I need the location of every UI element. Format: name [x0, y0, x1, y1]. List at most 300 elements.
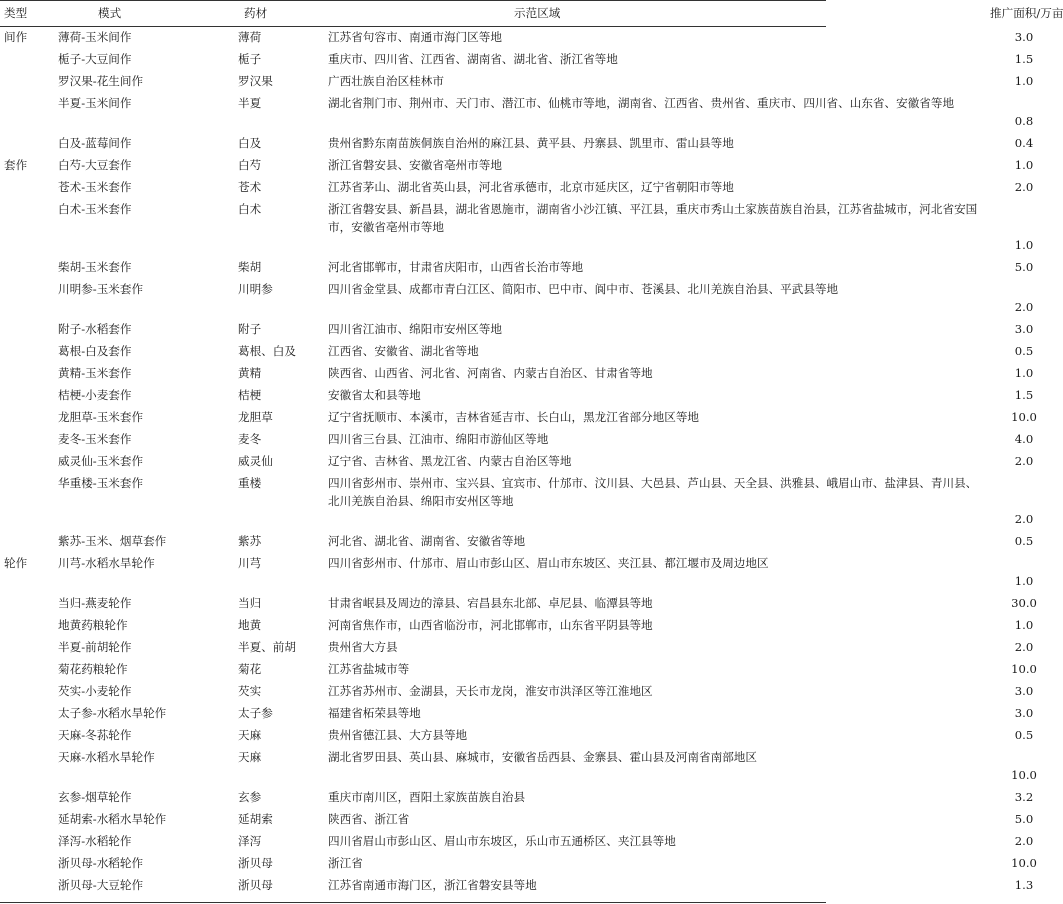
cell-herb-text: 重楼: [238, 476, 262, 490]
table-row: [0, 680, 1058, 702]
cell-region-text: 河北省邯郸市，甘肃省庆阳市，山西省长治市等地: [328, 260, 584, 274]
cell-type-text: [4, 746, 54, 748]
cell-area-text: 2.0: [1014, 834, 1034, 848]
cell-mode: [54, 724, 234, 746]
cell-herb-text: 白及: [238, 136, 262, 150]
cell-region-text: 浙江省磐安县、安徽省亳州市等地: [328, 158, 502, 172]
header-region: 示范区域: [514, 6, 561, 20]
cell-area-text: 1.0: [1014, 74, 1034, 88]
cell-herb: [234, 702, 324, 724]
table-row: [0, 132, 1058, 154]
cell-type-text: [4, 198, 54, 200]
cell-mode-text: 玄参-烟草轮作: [58, 790, 132, 804]
cell-mode-text: 罗汉果-花生间作: [58, 74, 144, 88]
cell-region-text: 重庆市南川区，酉阳土家族苗族自治县: [328, 790, 526, 804]
cell-herb: [234, 450, 324, 472]
cell-herb-text: 芡实: [238, 684, 262, 698]
cell-region-text: 江苏省苏州市、金湖县，天长市龙岗，淮安市洪泽区等江淮地区: [328, 684, 653, 698]
table-row: [0, 852, 1058, 874]
cell-mode: [54, 278, 234, 318]
cell-mode: [54, 450, 234, 472]
cell-mode: [54, 636, 234, 658]
cell-region: [324, 746, 990, 786]
cell-region: [324, 808, 990, 830]
cell-mode-text: 薄荷-玉米间作: [58, 30, 132, 44]
cell-herb-text: 太子参: [238, 706, 273, 720]
cell-region: [324, 658, 990, 680]
table-row: [0, 450, 1058, 472]
cell-herb-text: 龙胆草: [238, 410, 273, 424]
cell-type: [0, 92, 54, 132]
cell-type: [0, 384, 54, 406]
cell-area: [990, 340, 1058, 362]
cell-area-text: 5.0: [1014, 812, 1034, 826]
cell-type-text: [4, 362, 54, 364]
cell-mode: [54, 680, 234, 702]
table-row: [0, 530, 1058, 552]
cell-area: [990, 92, 1058, 132]
cell-area-text: 5.0: [1014, 260, 1034, 274]
cell-type-text: [4, 852, 54, 854]
cell-mode-text: 川明参-玉米套作: [58, 282, 144, 296]
cell-region: [324, 48, 990, 70]
cell-herb: [234, 318, 324, 340]
cell-mode-text: 桔梗-小麦套作: [58, 388, 132, 402]
cell-type: [0, 176, 54, 198]
cell-area: [990, 552, 1058, 592]
cell-herb: [234, 428, 324, 450]
cell-type: [0, 530, 54, 552]
table-header-row: [0, 0, 1058, 26]
cell-region: [324, 614, 990, 636]
cell-area-text: 3.0: [1014, 30, 1034, 44]
cell-mode: [54, 132, 234, 154]
cell-area-text: 1.3: [1014, 878, 1034, 892]
table-row: [0, 874, 1058, 896]
cell-type: [0, 636, 54, 658]
cell-region: [324, 702, 990, 724]
cell-herb: [234, 746, 324, 786]
cell-area-text: 0.8: [1014, 114, 1034, 128]
cell-herb: [234, 680, 324, 702]
cell-type: [0, 428, 54, 450]
table-row: [0, 176, 1058, 198]
cell-type-text: [4, 680, 54, 682]
cell-area: [990, 362, 1058, 384]
cell-area: [990, 874, 1058, 896]
cell-type: [0, 132, 54, 154]
cell-herb: [234, 552, 324, 592]
cell-area-text: 1.0: [1014, 158, 1034, 172]
cell-area: [990, 746, 1058, 786]
cell-herb-text: 葛根、白及: [238, 344, 296, 358]
table-row: [0, 636, 1058, 658]
bottom-rule: [0, 902, 826, 903]
cell-type: [0, 614, 54, 636]
cell-region: [324, 450, 990, 472]
table-row: [0, 552, 1058, 592]
cell-region-text: 江西省、安徽省、湖北省等地: [328, 344, 479, 358]
cell-mode: [54, 92, 234, 132]
cell-area: [990, 680, 1058, 702]
table-row: [0, 384, 1058, 406]
cell-type-text: [4, 176, 54, 178]
cell-type-text: [4, 384, 54, 386]
cell-herb: [234, 874, 324, 896]
cell-mode-text: 延胡索-水稻水旱轮作: [58, 812, 167, 826]
cell-mode: [54, 530, 234, 552]
header-herb: 药材: [244, 6, 268, 20]
cell-herb: [234, 830, 324, 852]
table-body: [0, 26, 1058, 896]
cell-herb-text: 白术: [238, 202, 262, 216]
cell-herb-text: 川明参: [238, 282, 273, 296]
cell-region: [324, 340, 990, 362]
cell-mode: [54, 256, 234, 278]
cell-region-text: 四川省眉山市彭山区、眉山市东坡区，乐山市五通桥区、夹江县等地: [328, 834, 676, 848]
cell-region: [324, 592, 990, 614]
cell-region-text: 四川省江油市、绵阳市安州区等地: [328, 322, 502, 336]
table-row: [0, 592, 1058, 614]
cell-herb: [234, 48, 324, 70]
cell-herb: [234, 724, 324, 746]
cell-mode: [54, 658, 234, 680]
cell-region-text: 四川省金堂县、成都市青白江区、简阳市、巴中市、阆中市、苍溪县、北川羌族自治县、平武县等地: [328, 282, 839, 296]
cell-area-text: 1.5: [1014, 52, 1034, 66]
cell-mode: [54, 472, 234, 530]
cell-type: [0, 746, 54, 786]
cell-region-text: 湖北省罗田县、英山县、麻城市，安徽省岳西县、金寨县、霍山县及河南省南部地区: [328, 750, 757, 764]
cell-region-text: 四川省彭州市、崇州市、宝兴县、宜宾市、什邡市、汶川县、大邑县、芦山县、天全县、洪雅县、峨眉山市、盐津县、青川县、北川羌族自治县、绵阳市安州区等地: [328, 476, 978, 508]
cell-herb-text: 白芍: [238, 158, 262, 172]
cell-mode: [54, 26, 234, 48]
cell-area: [990, 26, 1058, 48]
cell-herb: [234, 340, 324, 362]
cell-region-text: 四川省三台县、江油市、绵阳市游仙区等地: [328, 432, 549, 446]
cell-herb: [234, 132, 324, 154]
cell-area: [990, 428, 1058, 450]
table-row: [0, 92, 1058, 132]
cell-type-text: 套作: [4, 158, 28, 172]
cell-herb-text: 附子: [238, 322, 262, 336]
cell-region-text: 福建省柘荣县等地: [328, 706, 421, 720]
cell-mode: [54, 830, 234, 852]
cell-area-text: 10.0: [1011, 410, 1037, 424]
cell-region: [324, 636, 990, 658]
cell-herb-text: 苍术: [238, 180, 262, 194]
table-row: [0, 808, 1058, 830]
cell-area-text: 1.0: [1014, 366, 1034, 380]
cell-region-text: 安徽省太和县等地: [328, 388, 421, 402]
cell-mode-text: 半夏-前胡轮作: [58, 640, 132, 654]
cell-herb-text: 川芎: [238, 556, 262, 570]
cell-area: [990, 70, 1058, 92]
cell-mode: [54, 746, 234, 786]
header-type: 类型: [4, 6, 28, 20]
cell-type-text: [4, 48, 54, 50]
cell-type: [0, 340, 54, 362]
cell-mode-text: 龙胆草-玉米套作: [58, 410, 144, 424]
cell-mode-text: 白芍-大豆套作: [58, 158, 132, 172]
table-row: [0, 746, 1058, 786]
cell-mode: [54, 154, 234, 176]
table-row: [0, 198, 1058, 256]
cell-area: [990, 198, 1058, 256]
cell-herb: [234, 362, 324, 384]
cell-herb: [234, 70, 324, 92]
cell-herb: [234, 658, 324, 680]
cell-mode: [54, 428, 234, 450]
cell-area-text: 2.0: [1014, 300, 1034, 314]
cell-herb: [234, 472, 324, 530]
cell-type: [0, 256, 54, 278]
cell-herb-text: 薄荷: [238, 30, 262, 44]
cell-type: [0, 154, 54, 176]
table-row: [0, 472, 1058, 530]
cell-type-text: [4, 70, 54, 72]
cell-herb: [234, 154, 324, 176]
cell-herb: [234, 530, 324, 552]
cell-herb: [234, 198, 324, 256]
cell-mode: [54, 552, 234, 592]
cell-area: [990, 154, 1058, 176]
cell-region-text: 江苏省茅山、湖北省英山县，河北省承德市，北京市延庆区，辽宁省朝阳市等地: [328, 180, 734, 194]
cell-mode-text: 柴胡-玉米套作: [58, 260, 132, 274]
cell-herb-text: 罗汉果: [238, 74, 273, 88]
cell-mode-text: 芡实-小麦轮作: [58, 684, 132, 698]
cell-area: [990, 48, 1058, 70]
cell-mode: [54, 786, 234, 808]
cell-area: [990, 176, 1058, 198]
cell-area: [990, 808, 1058, 830]
cell-type-text: [4, 874, 54, 876]
cell-type-text: [4, 340, 54, 342]
cell-area: [990, 132, 1058, 154]
cell-herb: [234, 592, 324, 614]
cell-type-text: [4, 808, 54, 810]
cell-area: [990, 658, 1058, 680]
cell-region: [324, 278, 990, 318]
cell-region: [324, 362, 990, 384]
table-row: [0, 830, 1058, 852]
cell-region: [324, 132, 990, 154]
cell-area-text: 2.0: [1014, 454, 1034, 468]
cell-mode: [54, 702, 234, 724]
cell-region-text: 广西壮族自治区桂林市: [328, 74, 444, 88]
cell-type-text: [4, 406, 54, 408]
cell-mode-text: 麦冬-玉米套作: [58, 432, 132, 446]
cell-area-text: 2.0: [1014, 180, 1034, 194]
cell-type: [0, 680, 54, 702]
cell-area-text: 1.5: [1014, 388, 1034, 402]
cell-area-text: 10.0: [1011, 768, 1037, 782]
cell-type-text: [4, 614, 54, 616]
cell-herb: [234, 26, 324, 48]
cell-mode: [54, 592, 234, 614]
cell-type-text: [4, 658, 54, 660]
header-mode: 模式: [98, 6, 122, 20]
cell-mode-text: 浙贝母-水稻轮作: [58, 856, 144, 870]
cell-herb: [234, 92, 324, 132]
cell-type: [0, 278, 54, 318]
cell-herb-text: 天麻: [238, 750, 262, 764]
cell-mode-text: 天麻-冬荪轮作: [58, 728, 132, 742]
cell-mode-text: 川芎-水稻水旱轮作: [58, 556, 155, 570]
cell-region-text: 河南省焦作市，山西省临汾市，河北邯郸市，山东省平阴县等地: [328, 618, 653, 632]
cell-area: [990, 702, 1058, 724]
cell-mode-text: 附子-水稻套作: [58, 322, 132, 336]
cell-mode-text: 黄精-玉米套作: [58, 366, 132, 380]
cell-type: [0, 406, 54, 428]
cell-herb-text: 泽泻: [238, 834, 262, 848]
table-row: [0, 658, 1058, 680]
cell-area: [990, 636, 1058, 658]
cell-type: [0, 592, 54, 614]
cell-region: [324, 154, 990, 176]
cell-mode: [54, 406, 234, 428]
cell-area-text: 1.0: [1014, 618, 1034, 632]
cell-herb-text: 半夏: [238, 96, 262, 110]
cell-type-text: 轮作: [4, 556, 28, 570]
cell-type-text: [4, 472, 54, 474]
cell-area-text: 30.0: [1011, 596, 1037, 610]
cell-region: [324, 318, 990, 340]
cell-mode-text: 浙贝母-大豆轮作: [58, 878, 144, 892]
cell-area: [990, 530, 1058, 552]
cell-region: [324, 874, 990, 896]
cell-region: [324, 530, 990, 552]
cell-region-text: 贵州省德江县、大方县等地: [328, 728, 468, 742]
cell-type: [0, 26, 54, 48]
cell-herb: [234, 786, 324, 808]
table-row: [0, 362, 1058, 384]
cell-area-text: 1.0: [1014, 238, 1034, 252]
cell-area: [990, 592, 1058, 614]
cell-mode-text: 白及-蓝莓间作: [58, 136, 132, 150]
cell-region: [324, 176, 990, 198]
cell-region-text: 辽宁省、吉林省、黑龙江省、内蒙古自治区等地: [328, 454, 572, 468]
table-row: [0, 786, 1058, 808]
table-row: [0, 702, 1058, 724]
cell-region-text: 陕西省、山西省、河北省、河南省、内蒙古自治区、甘肃省等地: [328, 366, 653, 380]
cell-region-text: 陕西省、浙江省: [328, 812, 410, 826]
cell-type: [0, 198, 54, 256]
table-row: [0, 70, 1058, 92]
cell-mode-text: 太子参-水稻水旱轮作: [58, 706, 167, 720]
cell-type: [0, 852, 54, 874]
cell-mode: [54, 198, 234, 256]
cell-region: [324, 786, 990, 808]
cell-mode: [54, 614, 234, 636]
header-area: 推广面积/万亩: [990, 6, 1063, 20]
cell-type: [0, 658, 54, 680]
cell-area-text: 4.0: [1014, 432, 1034, 446]
cell-area: [990, 472, 1058, 530]
cell-type: [0, 70, 54, 92]
table-row: [0, 256, 1058, 278]
cell-mode: [54, 874, 234, 896]
cell-mode: [54, 852, 234, 874]
cell-area: [990, 384, 1058, 406]
cell-area-text: 3.0: [1014, 322, 1034, 336]
cell-mode-text: 泽泻-水稻轮作: [58, 834, 132, 848]
cell-herb: [234, 636, 324, 658]
cell-region-text: 江苏省盐城市等: [328, 662, 410, 676]
cell-herb-text: 天麻: [238, 728, 262, 742]
cell-region: [324, 830, 990, 852]
cell-type-text: [4, 636, 54, 638]
table-row: [0, 340, 1058, 362]
cell-area: [990, 830, 1058, 852]
cell-herb-text: 延胡索: [238, 812, 273, 826]
cell-mode-text: 葛根-白及套作: [58, 344, 132, 358]
cell-area: [990, 614, 1058, 636]
cell-region: [324, 406, 990, 428]
cell-herb: [234, 614, 324, 636]
cell-area: [990, 724, 1058, 746]
table-row: [0, 318, 1058, 340]
cell-type-text: 间作: [4, 30, 28, 44]
cell-area-text: 10.0: [1011, 662, 1037, 676]
cell-herb-text: 柴胡: [238, 260, 262, 274]
cell-type-text: [4, 592, 54, 594]
cell-region: [324, 198, 990, 256]
cell-mode: [54, 384, 234, 406]
cell-herb-text: 地黄: [238, 618, 262, 632]
cell-herb: [234, 278, 324, 318]
cell-type-text: [4, 256, 54, 258]
cell-herb-text: 当归: [238, 596, 262, 610]
cell-herb-text: 栀子: [238, 52, 262, 66]
cell-mode-text: 栀子-大豆间作: [58, 52, 132, 66]
cell-area-text: 3.2: [1014, 790, 1034, 804]
cell-area: [990, 278, 1058, 318]
cell-mode: [54, 318, 234, 340]
cell-type-text: [4, 450, 54, 452]
cell-region-text: 江苏省南通市海门区，浙江省磐安县等地: [328, 878, 537, 892]
cell-mode-text: 地黄药粮轮作: [58, 618, 128, 632]
cell-area-text: 2.0: [1014, 640, 1034, 654]
cell-region-text: 四川省彭州市、什邡市、眉山市彭山区、眉山市东坡区、夹江县、都江堰市及周边地区: [328, 556, 769, 570]
cell-herb-text: 半夏、前胡: [238, 640, 296, 654]
table-row: [0, 48, 1058, 70]
cell-region: [324, 384, 990, 406]
cell-area-text: 0.4: [1014, 136, 1034, 150]
cell-type: [0, 830, 54, 852]
cell-area-text: 0.5: [1014, 728, 1034, 742]
cell-type: [0, 874, 54, 896]
cell-area: [990, 786, 1058, 808]
table-row: [0, 724, 1058, 746]
table-row: [0, 278, 1058, 318]
cell-area-text: 0.5: [1014, 534, 1034, 548]
table-row: [0, 26, 1058, 48]
cell-herb-text: 浙贝母: [238, 878, 273, 892]
cell-herb-text: 桔梗: [238, 388, 262, 402]
cell-mode: [54, 176, 234, 198]
table-row: [0, 154, 1058, 176]
cell-region: [324, 724, 990, 746]
cell-region: [324, 26, 990, 48]
cell-mode: [54, 362, 234, 384]
cell-herb-text: 麦冬: [238, 432, 262, 446]
cell-type: [0, 48, 54, 70]
cell-area-text: 2.0: [1014, 512, 1034, 526]
cell-herb: [234, 808, 324, 830]
cell-type: [0, 472, 54, 530]
cell-type-text: [4, 92, 54, 94]
cell-region: [324, 680, 990, 702]
